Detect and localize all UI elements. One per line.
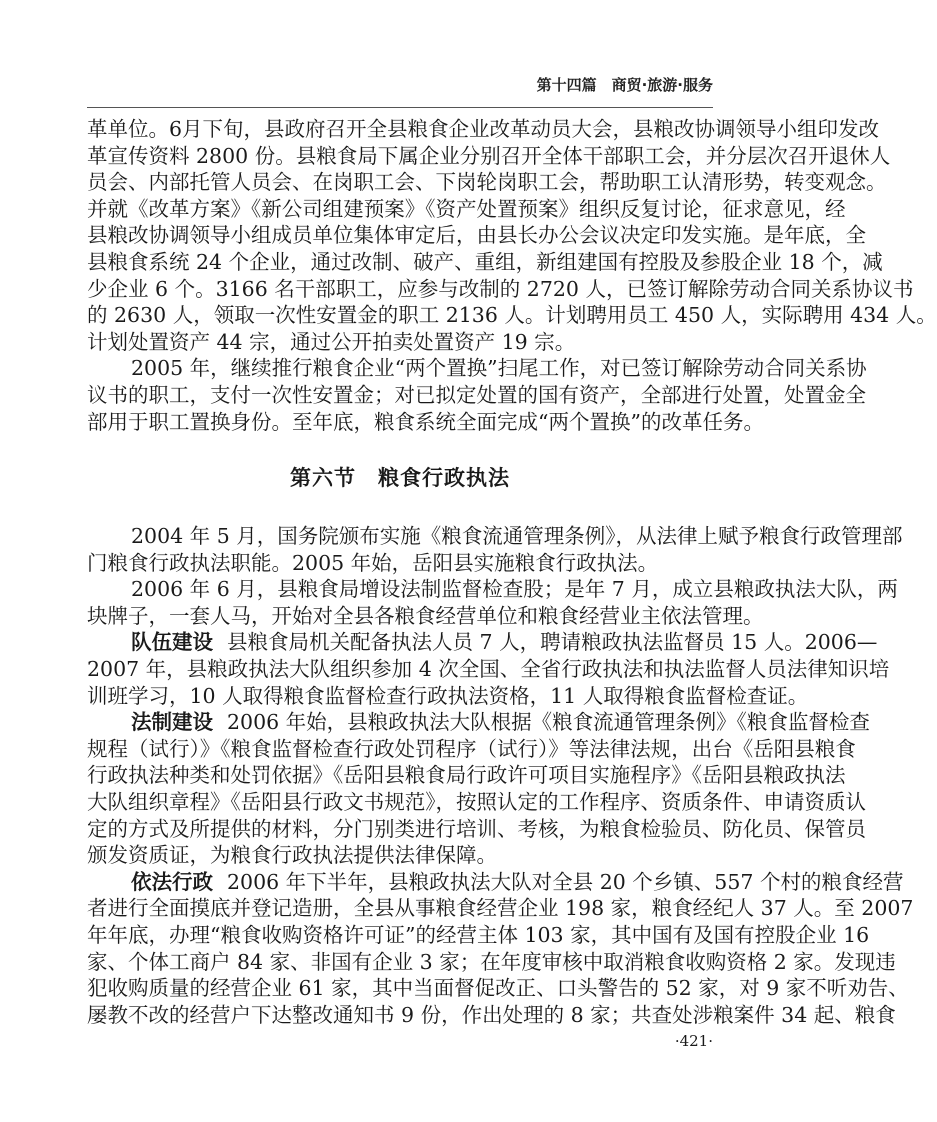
- paragraph: [87, 116, 937, 355]
- text-line: [87, 382, 866, 409]
- line-text: 块牌子，一套人马，开始对全县各粮食经营单位和粮食经营业主依法管理。: [87, 603, 764, 628]
- line-text: 屡教不改的经营户下达整改通知书 9 份，作出处理的 8 家；共查处涉粮案件 34 起、粮食: [87, 1002, 896, 1027]
- line-text: 并就《改革方案》《新公司组建预案》《资产处置预案》组织反复讨论，征求意见，经: [87, 196, 846, 221]
- line-text: 门粮食行政执法职能。2005 年始，岳阳县实施粮食行政执法。: [87, 550, 659, 575]
- text-line: [87, 656, 890, 683]
- text-line: [87, 683, 809, 710]
- text-line: [87, 789, 866, 816]
- text-line: [87, 1002, 896, 1029]
- line-text: 2006 年下半年，县粮政执法大队对全县 20 个乡镇、557 个村的粮食经营: [227, 869, 904, 894]
- text-line: [87, 169, 887, 196]
- line-text: 训班学习，10 人取得粮食监督检查行政执法资格，11 人取得粮食监督检查证。: [87, 683, 809, 708]
- run-in-heading: 队伍建设: [131, 630, 213, 655]
- section-title: 第六节 粮食行政执法: [290, 466, 510, 490]
- text-line: [87, 249, 883, 276]
- text-line: [87, 736, 856, 763]
- text-line: [87, 603, 764, 630]
- line-text: 县粮改协调领导小组成员单位集体审定后，由县长办公会议决定印发实施。是年底，全: [87, 223, 866, 248]
- line-text: 的 2630 人，领取一次性安置金的职工 2136 人。计划聘用员工 450 人，实际聘用 434 人。: [87, 303, 937, 328]
- line-text: 计划处置资产 44 宗，通过公开拍卖处置资产 19 宗。: [87, 329, 576, 354]
- body-text-lower: [87, 523, 914, 1028]
- text-line: [87, 975, 909, 1002]
- text-line: [87, 196, 846, 223]
- text-line: [87, 302, 937, 329]
- line-text: 定的方式及所提供的材料，分门别类进行培训、考核，为粮食检验员、防化员、保管员: [87, 816, 866, 841]
- line-text: 2006 年 6 月，县粮食局增设法制监督检查股；是年 7 月，成立县粮政执法大队，两: [131, 577, 898, 602]
- text-line: [87, 143, 891, 170]
- line-text: 部用于职工置换身份。至年底，粮食系统全面完成“两个置换”的改革任务。: [87, 409, 764, 434]
- page-number: ·421·: [674, 1032, 713, 1050]
- line-text: 革单位。6月下旬，县政府召开全县粮食企业改革动员大会，县粮改协调领导小组印发改: [87, 117, 880, 141]
- text-line: [87, 869, 904, 896]
- line-text: 2004 年 5 月，国务院颁布实施《粮食流通管理条例》，从法律上赋予粮食行政管理部: [131, 524, 903, 548]
- line-text: 2006 年始，县粮政执法大队根据《粮食流通管理条例》《粮食监督检查: [227, 710, 870, 735]
- line-text: 者进行全面摸底并登记造册，全县从事粮食经营企业 198 家，粮食经纪人 37 人。至 2007: [87, 896, 914, 921]
- header-rule: [87, 107, 713, 108]
- line-text: 县粮食局机关配备执法人员 7 人，聘请粮政执法监督员 15 人。2006—: [227, 630, 878, 655]
- text-line: [87, 550, 713, 577]
- paragraph: [87, 523, 903, 576]
- line-text: 员会、内部托管人员会、在岗职工会、下岗轮岗职工会，帮助职工认清形势，转变观念。: [87, 170, 887, 195]
- paragraph: [87, 576, 898, 629]
- line-text: 年年底，办理“粮食收购资格许可证”的经营主体 103 家，其中国有及国有控股企业 16: [87, 922, 870, 947]
- text-line: [87, 409, 764, 436]
- paragraph: [87, 355, 867, 435]
- text-line: [87, 709, 870, 736]
- run-in-heading: 依法行政: [131, 869, 213, 894]
- line-text: 2007 年，县粮政执法大队组织参加 4 次全国、全省行政执法和执法监督人员法律知识培: [87, 656, 890, 681]
- text-line: [87, 922, 870, 949]
- text-line: [87, 842, 713, 869]
- line-text: 家、个体工商户 84 家、非国有企业 3 家；在年度审核中取消粮食收购资格 2 家。发现违: [87, 949, 896, 974]
- line-text: 少企业 6 个。3166 名干部职工，应参与改制的 2720 人，已签订解除劳动合同关系协议书: [87, 276, 914, 301]
- text-line: [87, 355, 867, 382]
- text-line: [87, 895, 914, 922]
- paragraph: [87, 629, 890, 709]
- text-line: [87, 116, 880, 143]
- line-text: 犯收购质量的经营企业 61 家，其中当面督促改正、口头警告的 52 家，对 9 家不听劝告、: [87, 976, 909, 1001]
- line-text: 议书的职工，支付一次性安置金；对已拟定处置的国有资产，全部进行处置，处置金全: [87, 382, 866, 407]
- line-text: 行政执法种类和处罚依据》《岳阳县粮食局行政许可项目实施程序》《岳阳县粮政执法: [87, 763, 846, 788]
- paragraph: [87, 869, 914, 1029]
- run-in-heading: 法制建设: [131, 710, 213, 735]
- text-line: [87, 816, 866, 843]
- line-text: 县粮食系统 24 个企业，通过改制、破产、重组，新组建国有控股及参股企业 18 个，减: [87, 249, 883, 274]
- line-text: 颁发资质证，为粮食行政执法提供法律保障。: [87, 843, 497, 868]
- text-line: [87, 276, 914, 303]
- line-text: 大队组织章程》《岳阳县行政文书规范》，按照认定的工作程序、资质条件、申请资质认: [87, 789, 866, 814]
- text-line: [87, 222, 866, 249]
- line-text: 2005 年，继续推行粮食企业“两个置换”扫尾工作，对已签订解除劳动合同关系协: [131, 356, 867, 381]
- text-line: [87, 329, 713, 356]
- text-line: [87, 523, 903, 550]
- line-text: 革宣传资料 2800 份。县粮食局下属企业分别召开全体干部职工会，并分层次召开退休人: [87, 143, 891, 168]
- paragraph: [87, 709, 870, 869]
- text-line: [87, 576, 898, 603]
- running-header: 第十四篇 商贸·旅游·服务: [536, 76, 713, 94]
- line-text: 规程（试行）》《粮食监督检查行政处罚程序（试行）》等法律法规，出台《岳阳县粮食: [87, 736, 856, 761]
- body-text-upper: [87, 116, 937, 435]
- text-line: [87, 762, 846, 789]
- text-line: [87, 949, 896, 976]
- text-line: [87, 629, 878, 656]
